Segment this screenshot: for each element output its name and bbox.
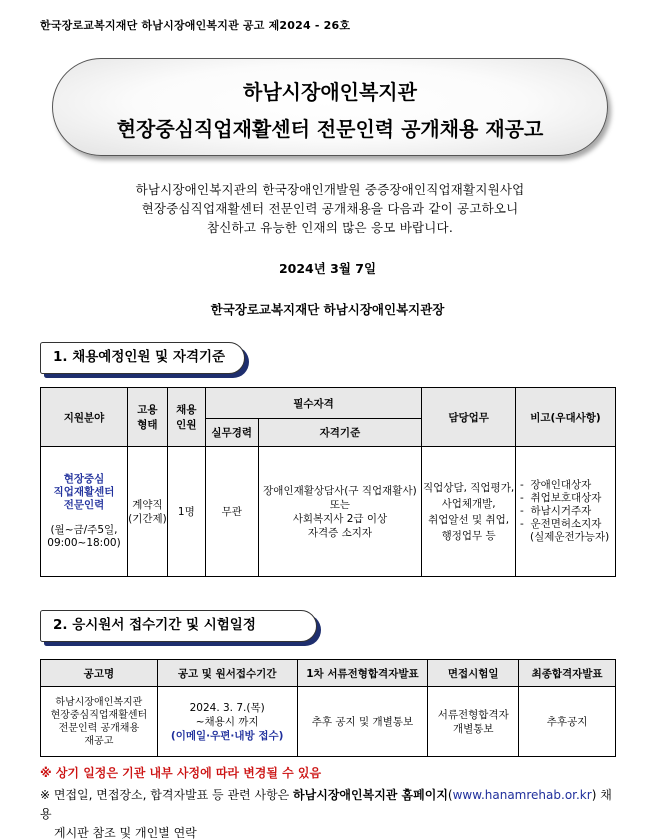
header-criteria: 자격기준 (258, 419, 422, 447)
preference-item: - 취업보호대상자 (519, 492, 602, 504)
header-field: 지원분야 (41, 388, 128, 447)
header-duty: 담당업무 (422, 388, 516, 447)
intro-line-2: 현장중심직업재활센터 전문인력 공개채용을 다음과 같이 공고하오니 (141, 201, 519, 216)
intro-line-1: 하남시장애인복지관의 한국장애인개발원 중증장애인직업재활지원사업 (135, 182, 525, 197)
table-row (41, 447, 616, 577)
cell-criteria: 장애인재활상담사(구 직업재활사) 또는 사회복지사 2급 이상 자격증 소지자 (258, 447, 422, 577)
section-2-heading: 2. 응시원서 접수기간 및 시험일정 (40, 610, 317, 642)
homepage-name: 하남시장애인복지관 홈페이지 (293, 788, 448, 802)
cell-employment-type: 계약직 (기간제) (127, 447, 167, 577)
cell-preference (515, 447, 615, 577)
header-employment-type: 고용 형태 (127, 388, 167, 447)
header-first-result: 1차 서류전형합격자발표 (297, 660, 428, 687)
cell-field (41, 447, 128, 577)
schedule-table (40, 659, 616, 757)
header-headcount: 채용 인원 (167, 388, 205, 447)
preference-item: - 하남시거주자 (519, 505, 592, 517)
cell-first-result: 추후 공지 및 개별통보 (297, 687, 428, 757)
preference-item: (실제운전가능자) (519, 531, 610, 543)
header-interview-date: 면접시험일 (428, 660, 519, 687)
title-line-1: 하남시장애인복지관 (243, 80, 417, 104)
intro-line-3: 참신하고 유능한 인재의 많은 응모 바랍니다. (207, 220, 453, 235)
header-experience: 실무경력 (205, 419, 258, 447)
title-box (52, 58, 608, 156)
homepage-url[interactable]: www.hanamrehab.or.kr (452, 788, 592, 802)
header-application-period: 공고 및 원서접수기간 (157, 660, 297, 687)
header-notice-name: 공고명 (41, 660, 158, 687)
table-row (41, 687, 616, 757)
intro-text (40, 180, 620, 237)
header-preference: 비고(우대사항) (515, 388, 615, 447)
contact-note-prefix: ※ 면접일, 면접장소, 합격자발표 등 관련 사항은 (40, 788, 294, 802)
period-date: 2024. 3. 7.(목) ~채용시 까지 (189, 701, 265, 728)
cell-notice-name: 하남시장애인복지관 현장중심직업재활센터 전문인력 공개채용 재공고 (41, 687, 158, 757)
cell-application-period (157, 687, 297, 757)
contact-note-line-2: 게시판 참조 및 개인별 연락 (54, 826, 197, 840)
header-required-qualification: 필수자격 (205, 388, 421, 419)
contact-note: ※ 면접일, 면접장소, 합격자발표 등 관련 사항은 하남시장애인복지관 홈페이지(www.hanamrehab.or.kr) 채용 게시판 참조 및 개인별 연락 (40, 786, 620, 840)
period-method: (이메일·우편·내방 접수) (170, 729, 284, 742)
cell-experience: 무관 (205, 447, 258, 577)
cell-headcount: 1명 (167, 447, 205, 577)
cell-interview-date: 서류전형합격자 개별통보 (428, 687, 519, 757)
schedule-change-note: ※ 상기 일정은 기관 내부 사정에 따라 변경될 수 있음 (40, 766, 322, 780)
preference-item: - 운전면허소지자 (519, 518, 602, 530)
notice-date: 2024년 3월 7일 (278, 261, 377, 276)
cell-final-result: 추후공지 (519, 687, 616, 757)
recruitment-table (40, 387, 616, 577)
title-line-2: 현장중심직업재활센터 전문인력 공개채용 재공고 (116, 117, 544, 141)
organization-head: 한국장로교복지재단 하남시장애인복지관장 (210, 302, 445, 317)
header-final-result: 최종합격자발표 (519, 660, 616, 687)
notice-number: 한국장로교복지재단 하남시장애인복지관 공고 제2024 - 26호 (40, 19, 351, 32)
field-hours: (월~금/주5일, 09:00~18:00) (47, 524, 121, 549)
field-title: 현장중심 직업재활센터 전문인력 (53, 473, 115, 511)
section-1-heading: 1. 채용예정인원 및 자격기준 (40, 342, 245, 374)
cell-duty: 직업상담, 직업평가, 사업체개발, 취업알선 및 취업, 행정업무 등 (422, 447, 516, 577)
contact-note-suffix: 채용 (40, 788, 612, 821)
preference-item: - 장애인대상자 (519, 479, 592, 491)
